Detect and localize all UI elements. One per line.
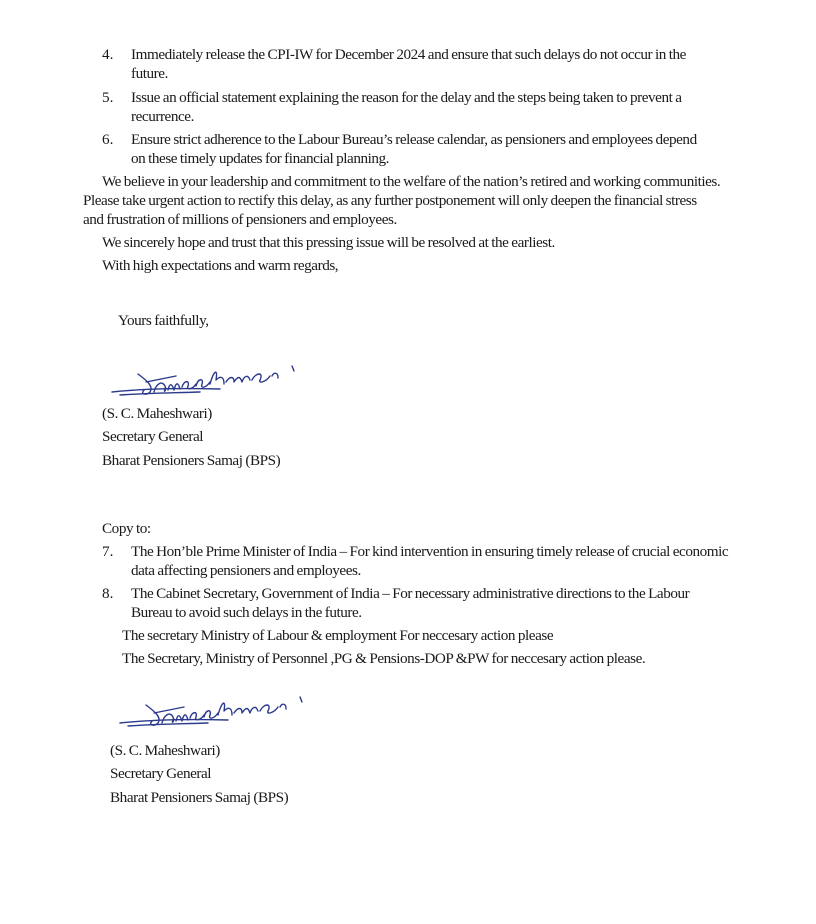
signature-stroke xyxy=(110,362,315,402)
copy-to-number: 8. xyxy=(102,585,114,602)
demand-text: Immediately release the CPI-IW for December 2024 and ensure that such delays do not occur in the xyxy=(131,46,686,63)
signature-image xyxy=(118,693,323,733)
copy-to-extra: The secretary Ministry of Labour & employment For neccesary action please xyxy=(122,627,554,644)
demand-text: recurrence. xyxy=(131,108,194,125)
copy-to-heading: Copy to: xyxy=(102,520,151,537)
demand-number: 6. xyxy=(102,131,114,148)
signatory-title: Secretary General xyxy=(110,765,212,782)
demand-text: Ensure strict adherence to the Labour Bureau’s release calendar, as pensioners and employees depend xyxy=(131,131,697,148)
signatory-organization: Bharat Pensioners Samaj (BPS) xyxy=(102,452,281,469)
signatory-name: (S. C. Maheshwari) xyxy=(110,742,220,759)
signature-stroke xyxy=(118,693,323,733)
signatory-organization: Bharat Pensioners Samaj (BPS) xyxy=(110,789,289,806)
closing-salutation: Yours faithfully, xyxy=(118,312,209,329)
copy-to-number: 7. xyxy=(102,543,114,560)
copy-to-text: data affecting pensioners and employees. xyxy=(131,562,361,579)
copy-to-text: The Cabinet Secretary, Government of India – For necessary administrative directions to the Labour xyxy=(131,585,690,602)
copy-to-text: The Hon’ble Prime Minister of India – For kind intervention in ensuring timely release of crucial economic xyxy=(131,543,729,560)
demand-number: 5. xyxy=(102,89,114,106)
signatory-title: Secretary General xyxy=(102,428,204,445)
paragraph-belief-line: Please take urgent action to rectify this delay, as any further postponement will only deepen the financial stress xyxy=(83,192,697,209)
paragraph-hope: We sincerely hope and trust that this pressing issue will be resolved at the earliest. xyxy=(102,234,555,251)
demand-number: 4. xyxy=(102,46,114,63)
paragraph-regards: With high expectations and warm regards, xyxy=(102,257,339,274)
signatory-name: (S. C. Maheshwari) xyxy=(102,405,212,422)
demand-text: Issue an official statement explaining the reason for the delay and the steps being taken to prevent a xyxy=(131,89,682,106)
paragraph-belief-line: and frustration of millions of pensioners and employees. xyxy=(83,211,397,228)
copy-to-extra: The Secretary, Ministry of Personnel ,PG & Pensions-DOP &PW for neccesary action please. xyxy=(122,650,646,667)
demand-text: future. xyxy=(131,65,168,82)
signature-image xyxy=(110,362,315,402)
copy-to-text: Bureau to avoid such delays in the future. xyxy=(131,604,362,621)
paragraph-belief-line: We believe in your leadership and commitment to the welfare of the nation’s retired and working communities. xyxy=(102,173,721,190)
demand-text: on these timely updates for financial planning. xyxy=(131,150,390,167)
